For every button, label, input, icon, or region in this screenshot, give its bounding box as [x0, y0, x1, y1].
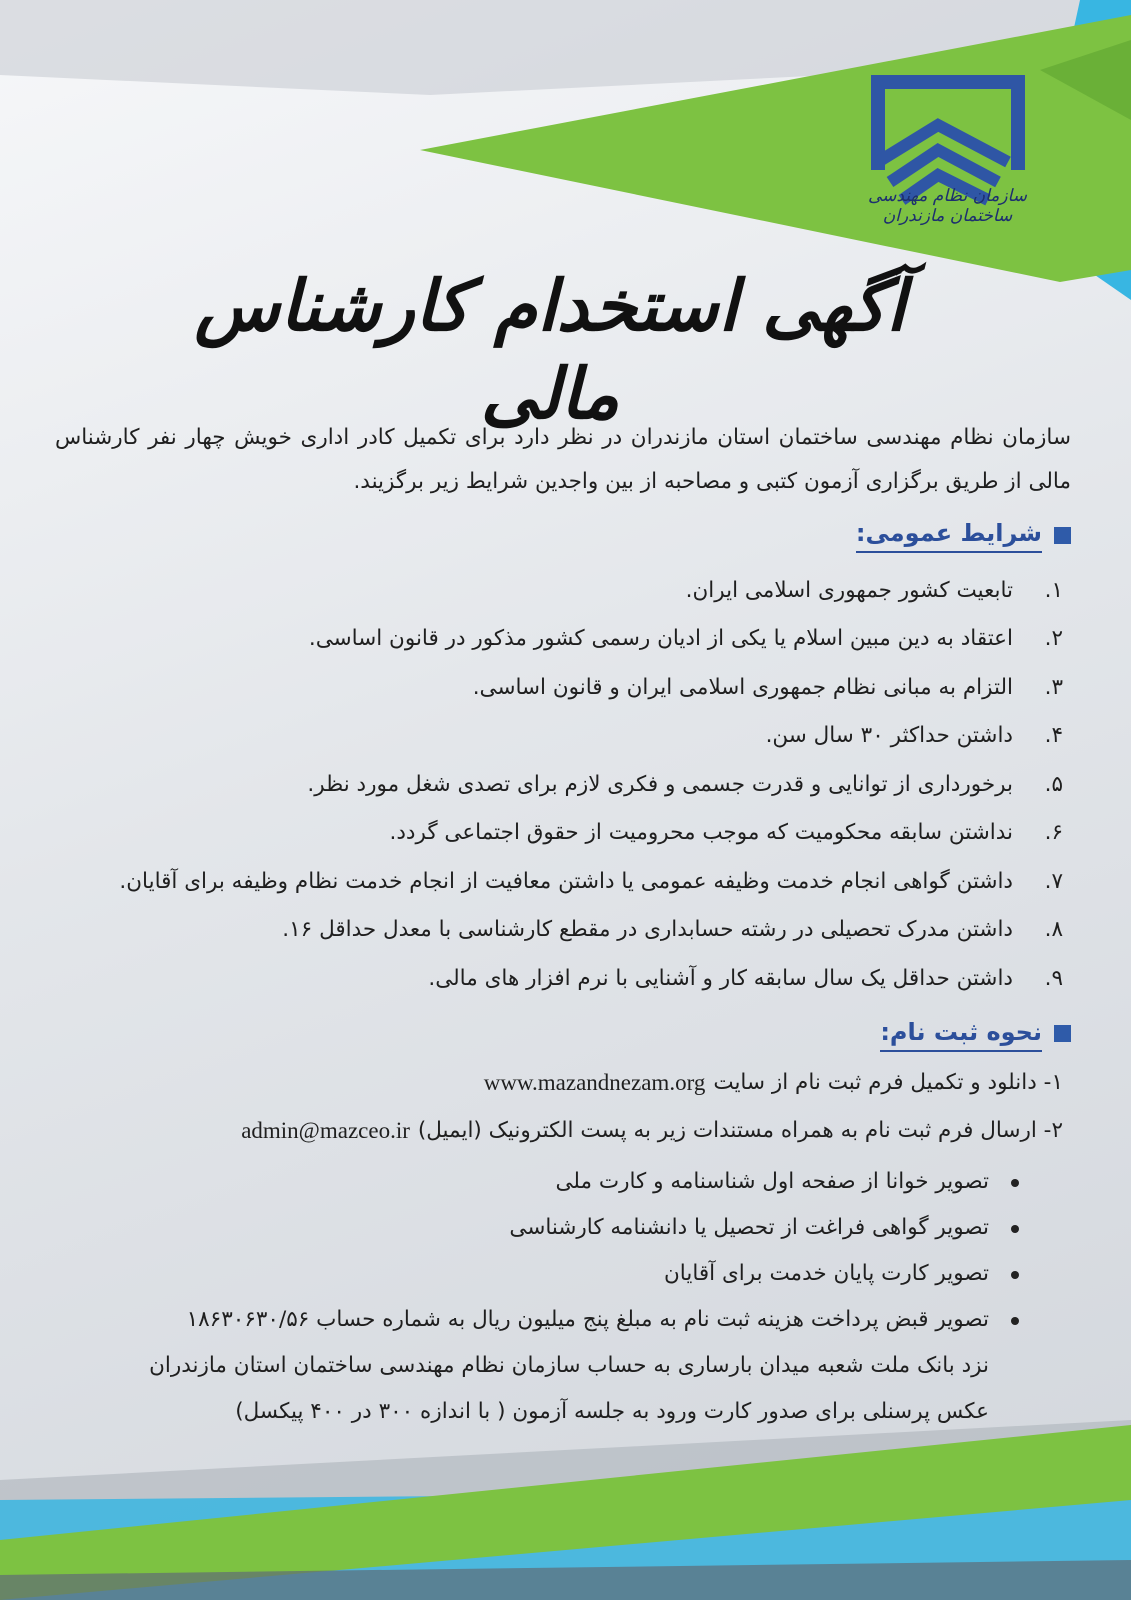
list-item: [55, 712, 1063, 761]
item-number: ۸.: [1044, 917, 1063, 943]
list-item: [55, 566, 1063, 615]
announcement-body: [55, 416, 1071, 1435]
conditions-list: [55, 566, 1071, 1003]
registration-title: نحوه ثبت نام:: [880, 1016, 1042, 1052]
payment-line: عکس پرسنلی برای صدور کارت ورود به جلسه آزمون ( با اندازه ۳۰۰ در ۴۰۰ پیکسل): [235, 1398, 989, 1424]
item-number: ۲.: [1044, 626, 1063, 652]
documents-list: [55, 1159, 1071, 1435]
item-number: ۳.: [1044, 674, 1063, 700]
item-text: نداشتن سابقه محکومیت که موجب محرومیت از حقوق اجتماعی گردد.: [389, 820, 1013, 846]
step-1-text: ۱- دانلود و تکمیل فرم ثبت نام از سایت: [713, 1070, 1063, 1095]
payment-line: نزد بانک ملت شعبه میدان بارساری به حساب سازمان نظام مهندسی ساختمان استان مازندران: [149, 1352, 989, 1378]
general-conditions-title: شرایط عمومی:: [856, 517, 1042, 553]
list-item: [55, 760, 1063, 809]
item-number: ۹.: [1044, 965, 1063, 991]
item-text: داشتن مدرک تحصیلی در رشته حسابداری در مقطع کارشناسی با معدل حداقل ۱۶.: [282, 917, 1013, 943]
intro-paragraph: سازمان نظام مهندسی ساختمان استان مازندران در نظر دارد برای تکمیل کادر اداری خویش چهار نفر کارشناس مالی از طریق برگزاری آزمون کتبی و مصاحبه از بین واجدین شرایط زیر برگزیند.: [55, 425, 1071, 494]
list-item: تصویر کارت پایان خدمت برای آقایان: [55, 1251, 989, 1297]
item-number: ۴.: [1044, 723, 1063, 749]
square-bullet-icon: [1054, 527, 1071, 544]
item-text: التزام به مبانی نظام جمهوری اسلامی ایران و قانون اساسی.: [472, 674, 1013, 700]
list-item: [55, 663, 1063, 712]
list-item: تصویر خوانا از صفحه اول شناسنامه و کارت ملی: [55, 1159, 989, 1205]
payment-line: تصویر قبض پرداخت هزینه ثبت نام به مبلغ پنج میلیون ریال به شماره حساب ۱۸۶۳۰۶۳۰/۵۶: [186, 1306, 989, 1332]
page-title: آگهی استخدام کارشناس مالی: [194, 264, 906, 435]
list-item: [55, 857, 1063, 906]
list-item: [55, 1297, 989, 1435]
step-2-text: ۲- ارسال فرم ثبت نام به همراه مستندات زیر به پست الکترونیک (ایمیل): [417, 1118, 1063, 1143]
list-item: [55, 615, 1063, 664]
square-bullet-icon: [1054, 1025, 1071, 1042]
list-item: [55, 906, 1063, 955]
list-item: تصویر گواهی فراغت از تحصیل یا دانشنامه کارشناسی: [55, 1205, 989, 1251]
list-item: [55, 954, 1063, 1003]
website-link[interactable]: www.mazandnezam.org: [483, 1069, 706, 1095]
item-text: داشتن حداکثر ۳۰ سال سن.: [765, 723, 1013, 749]
item-text: داشتن حداقل یک سال سابقه کار و آشنایی با نرم افزار های مالی.: [428, 965, 1013, 991]
logo-caption: سازمان نظام مهندسی ساختمان مازندران: [867, 186, 1027, 226]
item-number: ۵.: [1044, 771, 1063, 797]
item-number: ۱.: [1044, 577, 1063, 603]
registration-header: [55, 1009, 1071, 1059]
item-text: تابعیت کشور جمهوری اسلامی ایران.: [685, 577, 1013, 603]
item-number: ۶.: [1044, 820, 1063, 846]
email-link[interactable]: admin@mazceo.ir: [241, 1117, 410, 1143]
item-text: اعتقاد به دین مبین اسلام یا یکی از ادیان رسمی کشور مذکور در قانون اساسی.: [308, 626, 1013, 652]
item-text: داشتن گواهی انجام خدمت وظیفه عمومی یا داشتن معافیت از انجام خدمت نظام وظیفه برای آقایان.: [119, 868, 1013, 894]
registration-step-2: [55, 1107, 1071, 1155]
registration-step-1: [55, 1059, 1071, 1107]
list-item: [55, 809, 1063, 858]
item-number: ۷.: [1044, 868, 1063, 894]
item-text: برخورداری از توانایی و قدرت جسمی و فکری لازم برای تصدی شغل مورد نظر.: [307, 771, 1013, 797]
general-conditions-header: [55, 510, 1071, 560]
